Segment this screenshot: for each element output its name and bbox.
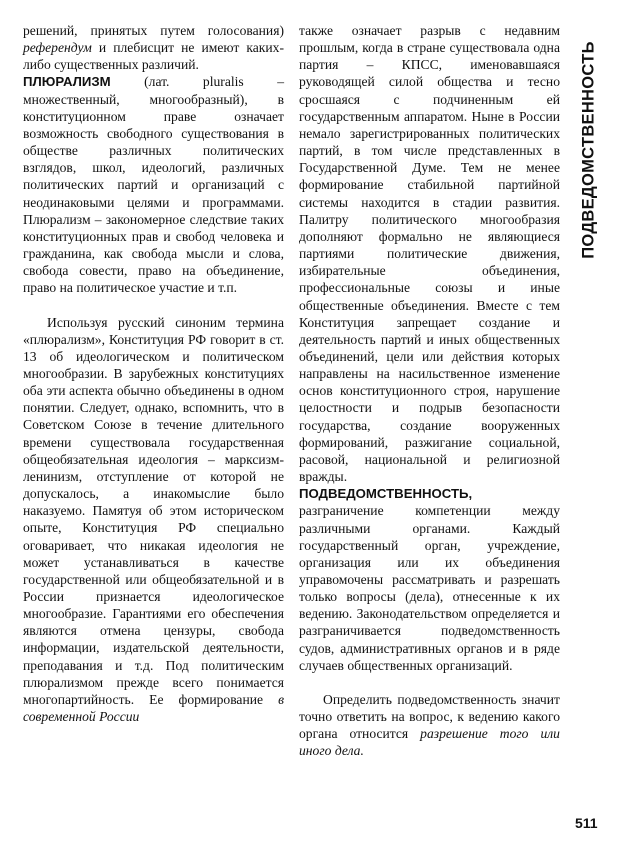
emphasis-run: в современной России	[23, 691, 284, 725]
cross-reference: референдум	[23, 40, 92, 56]
entry-term: ПЛЮРАЛИЗМ	[23, 74, 111, 90]
paragraph-pluralism-body	[23, 314, 284, 726]
text-run: решений, принятых путем голосования)	[23, 23, 284, 38]
paragraph-referendum-end	[23, 22, 284, 73]
text-run: Используя русский синоним термина «плюрализм», Конституция РФ говорит в ст. 13 об идеологическом и политическом многообразии. В зарубежных конституциях оба эти аспекта обычно объединены в одном понятии. Следует, однако, вспомнить, что в Советском Союзе в течение длительного времени существовала государственная общеобязательная идеология – марксизм-ленинизм, отступление от которой не допускалось, а инакомыслие было наказуемо. Памятуя об этом историческом опыте, Конституция РФ специально оговаривает, что никакая идеология не может устанавливаться в качестве государственной или общеобязательной и в России признается идеологическое многообразие. Гарантиями его обеспечения являются отмена цензуры, свобода информации, издательской деятельности, преподавания и т.д. Под политическим плюрализмом прежде всего понимается многопартийность. Ее формирование	[23, 314, 284, 707]
paragraph-pluralism-continued: также означает разрыв с недавним прошлым, когда в стране существовала одна партия – КПСС, именовавшаяся руководящей силой общества и тесно сросшаяся с подчиненным ей государственным аппаратом. Ныне в России немало зарегистрированных политических партий, в том числе представленных в Государственной Думе. Тем не менее формирование стабильной партийной системы находится в стадии развития. Палитру политического многообразия дополняют формально не являющиеся партиями политические движения, избирательные объединения, профессиональные союзы и иные общественные объединения. Вместе с тем Конституция запрещает создание и деятельность партий и иных общественных объединений, цели или действия которых направлены на насильственное изменение основ конституционного строя, нарушение целостности и подрыв безопасности государства, создание вооруженных формирований, разжигание социальной, расовой, национальной и религиозной вражды.	[299, 23, 560, 485]
entry-term: ПОДВЕДОМСТВЕННОСТЬ,	[299, 486, 473, 502]
entry-definition: разграничение компетенции между различными органами. Каждый государственный орган, учреждение, организация или их объединения управомочены рассматривать и разрешать только вопросы (дела), отнесенные к их ведению. Законодательством определяется и разграничивается подведомственность судов, административных органов и в ряде случаев общественных организаций.	[299, 503, 560, 673]
running-head	[566, 30, 612, 270]
entry-jurisdiction	[299, 485, 560, 674]
right-column	[299, 22, 560, 760]
entry-pluralism	[23, 73, 284, 296]
running-head-text: ПОДВЕДОМСТВЕННОСТЬ	[579, 41, 598, 259]
paragraph-jurisdiction-body	[299, 691, 560, 760]
text-run: Определить подведомственность значит точно ответить на вопрос, к ведению какого органа относится	[299, 691, 560, 742]
entry-definition: (лат. pluralis – множественный, многообразный), в конституционном праве означает возможность свободного существования в обществе различных политических взглядов, школ, идеологий, различных политических партий и организаций с неодинаковыми целями и программами. Плюрализм – закономерное следствие таких конституционных прав и свобод человека и гражданина, как свобода мысли и слова, свобода совести, право на объединение, право на политическое участие и т.п.	[23, 74, 284, 296]
emphasis-run: разрешение того или иного дела.	[299, 726, 560, 759]
left-column	[23, 22, 284, 725]
text-run: и плебисцит не имеют каких-либо существенных различий.	[23, 40, 284, 73]
page-number: 511	[575, 815, 598, 831]
